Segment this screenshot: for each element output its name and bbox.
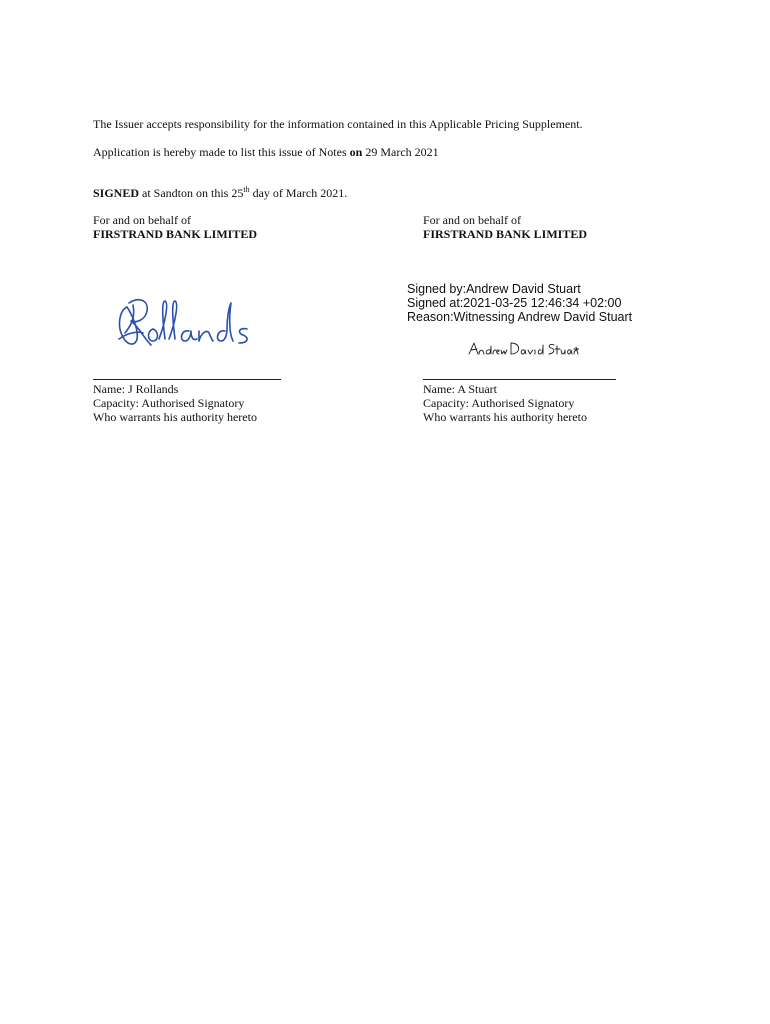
left-capacity: Capacity: Authorised Signatory xyxy=(93,396,245,410)
signed-label: SIGNED xyxy=(93,186,140,200)
right-company-name: FIRSTRAND BANK LIMITED xyxy=(423,227,588,241)
application-text-pre: Application is hereby made to list this issue of Notes xyxy=(93,145,350,159)
application-text-bold: on xyxy=(349,145,363,159)
right-capacity: Capacity: Authorised Signatory xyxy=(423,396,575,410)
digital-signed-by: Signed by:Andrew David Stuart xyxy=(407,282,581,296)
application-statement xyxy=(93,145,439,159)
left-behalf-label: For and on behalf of xyxy=(93,213,191,227)
signed-text-post: day of March 2021. xyxy=(249,186,348,200)
right-signatory-header xyxy=(423,213,743,241)
right-signatory-details xyxy=(423,382,587,424)
left-signature-line xyxy=(93,379,281,380)
left-signatory-header xyxy=(93,213,393,241)
right-name: Name: A Stuart xyxy=(423,382,497,396)
left-warrants: Who warrants his authority hereto xyxy=(93,410,257,424)
digital-signature-stamp xyxy=(407,282,632,324)
left-name: Name: J Rollands xyxy=(93,382,179,396)
left-company-name: FIRSTRAND BANK LIMITED xyxy=(93,227,258,241)
signed-statement xyxy=(93,186,347,200)
signed-ordinal-suffix: th xyxy=(243,185,250,194)
right-handwritten-signature xyxy=(467,340,579,358)
left-handwritten-signature xyxy=(113,293,263,359)
signed-text-pre: at Sandton on this 25 xyxy=(139,186,244,200)
right-warrants: Who warrants his authority hereto xyxy=(423,410,587,424)
responsibility-statement: The Issuer accepts responsibility for the information contained in this Applicable Pricing Supplement. xyxy=(93,117,583,131)
right-behalf-label: For and on behalf of xyxy=(423,213,521,227)
digital-reason: Reason:Witnessing Andrew David Stuart xyxy=(407,310,633,324)
right-signature-line xyxy=(423,379,616,380)
left-signatory-details xyxy=(93,382,257,424)
application-text-post: 29 March 2021 xyxy=(362,145,439,159)
digital-signed-at: Signed at:2021-03-25 12:46:34 +02:00 xyxy=(407,296,622,310)
